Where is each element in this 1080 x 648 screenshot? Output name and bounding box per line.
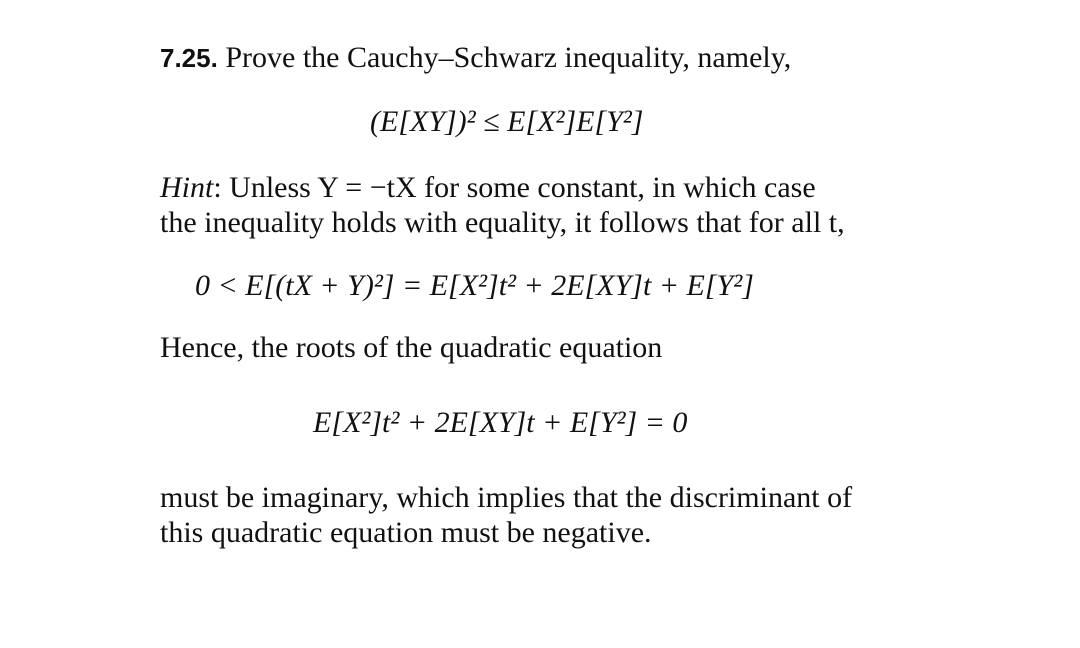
hint-text-2: the inequality holds with equality, it follows that for all t, <box>160 206 845 239</box>
hence-text: Hence, the roots of the quadratic equation <box>160 331 663 364</box>
positivity-equation <box>195 268 754 304</box>
hint-text-1: : Unless Y = −tX for some constant, in which case <box>213 171 816 204</box>
hint-line-2 <box>160 205 845 241</box>
conclusion-line-1 <box>160 480 852 516</box>
quadratic-equation <box>313 405 687 441</box>
conclusion-line-2 <box>160 515 652 551</box>
hence-line <box>160 330 662 366</box>
equation-quadratic: E[X²]t² + 2E[XY]t + E[Y²] = 0 <box>313 406 688 439</box>
hint-label: Hint <box>160 171 214 204</box>
conclusion-text-1: must be imaginary, which implies that the discriminant of <box>160 481 853 514</box>
equation-inequality: (E[XY])² ≤ E[X²]E[Y²] <box>370 105 644 138</box>
problem-statement: Prove the Cauchy–Schwarz inequality, namely, <box>225 41 792 74</box>
hint-line-1 <box>160 170 816 206</box>
problem-number: 7.25. <box>160 43 218 73</box>
cauchy-schwarz-inequality <box>370 104 643 140</box>
conclusion-text-2: this quadratic equation must be negative. <box>160 516 652 549</box>
equation-positivity: 0 < E[(tX + Y)²] = E[X²]t² + 2E[XY]t + E[Y²] <box>195 269 754 302</box>
problem-heading <box>160 40 791 76</box>
